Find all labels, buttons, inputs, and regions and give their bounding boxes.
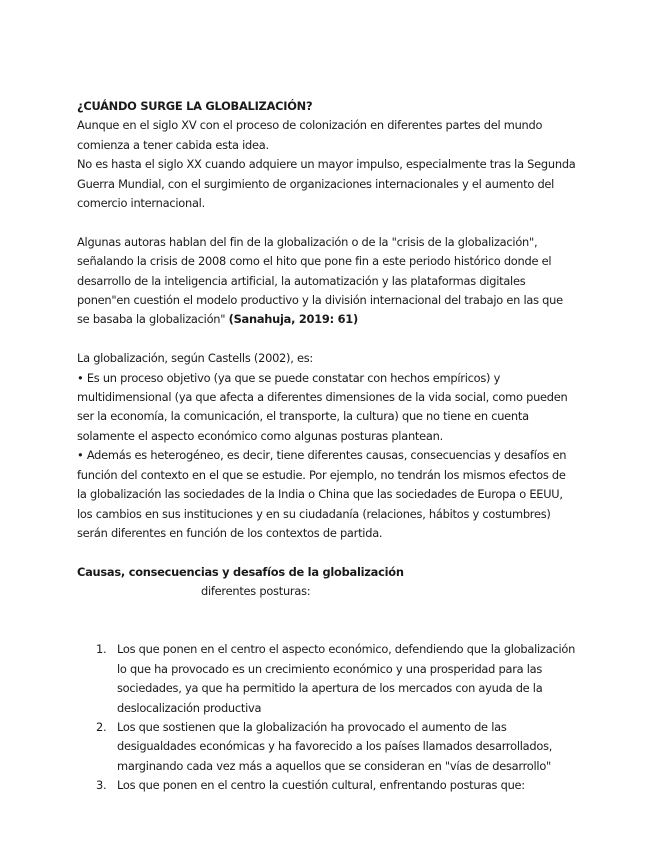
- causes-heading: Causas, consecuencias y desafíos de la globalización: [77, 564, 404, 579]
- postures-list: [77, 640, 577, 795]
- list-item: [77, 640, 577, 718]
- list-item: [77, 776, 577, 795]
- list-number: 1.: [96, 642, 107, 657]
- list-number: 3.: [96, 778, 107, 793]
- spacer: [77, 543, 577, 562]
- intro-paragraph-1: Aunque en el siglo XV con el proceso de colonización en diferentes partes del mundo comienza a tener cabida esta idea.: [77, 118, 543, 152]
- spacer: [77, 621, 577, 640]
- citation: (Sanahuja, 2019: 61): [228, 312, 358, 327]
- spacer: [77, 213, 577, 232]
- bullet-heterogeneous: • Además es heterogéneo, es decir, tiene diferentes causas, consecuencias y desafíos en función del contexto en el que se estudie. Por ejemplo, no tendrán los mismos efectos de la globalización las sociedades de la India o China que las sociedades de Europa o EEUU, los cambios en sus instituciones y en su ciudadanía (relaciones, hábitos y costumbres) serán diferentes en función de los contextos de partida.: [77, 448, 567, 540]
- crisis-text: Algunas autoras hablan del fin de la globalización o de la "crisis de la globalización", señalando la crisis de 2008 como el hito que pone fin a este periodo histórico donde el desarrollo de la inteligencia artificial, la automatización y las plataformas digitales ponen"en cuestión el modelo productivo y la división internacional del trabajo en las que se basaba la globalización": [77, 234, 563, 327]
- postures-subline: diferentes posturas:: [201, 584, 311, 599]
- castells-intro: La globalización, según Castells (2002), es:: [77, 351, 314, 366]
- list-item-text: Los que sostienen que la globalización ha provocado el aumento de las desigualdades económicas y ha favorecido a los países llamados desarrollados, marginando cada vez más a aquellos que se consideran en "vías de desarrollo": [117, 719, 553, 773]
- list-item: [77, 718, 577, 776]
- spacer: [77, 330, 577, 349]
- crisis-paragraph: [77, 233, 577, 330]
- bullet-objective: • Es un proceso objetivo (ya que se puede constatar con hechos empíricos) y multidimensional (ya que afecta a diferentes dimensiones de la vida social, como pueden ser la economía, la comunicación, el transporte, la cultura) que no tiene en cuenta solamente el aspecto económico como algunas posturas plantean.: [77, 370, 568, 443]
- list-item-text: Los que ponen en el centro el aspecto económico, defendiendo que la globalización lo que ha provocado es un crecimiento económico y una prosperidad para las sociedades, ya que ha permitido la apertura de los mercados con ayuda de la deslocalización productiva: [117, 642, 576, 715]
- section-title: ¿CUÁNDO SURGE LA GLOBALIZACIÓN?: [77, 99, 313, 113]
- list-number: 2.: [96, 719, 107, 734]
- intro-paragraph-2: No es hasta el siglo XX cuando adquiere un mayor impulso, especialmente tras la Segunda Guerra Mundial, con el surgimiento de organizaciones internacionales y el aumento del comercio internacional.: [77, 157, 576, 211]
- document-body: [77, 97, 577, 796]
- spacer: [77, 602, 577, 621]
- list-item-text: Los que ponen en el centro la cuestión cultural, enfrentando posturas que:: [117, 778, 525, 793]
